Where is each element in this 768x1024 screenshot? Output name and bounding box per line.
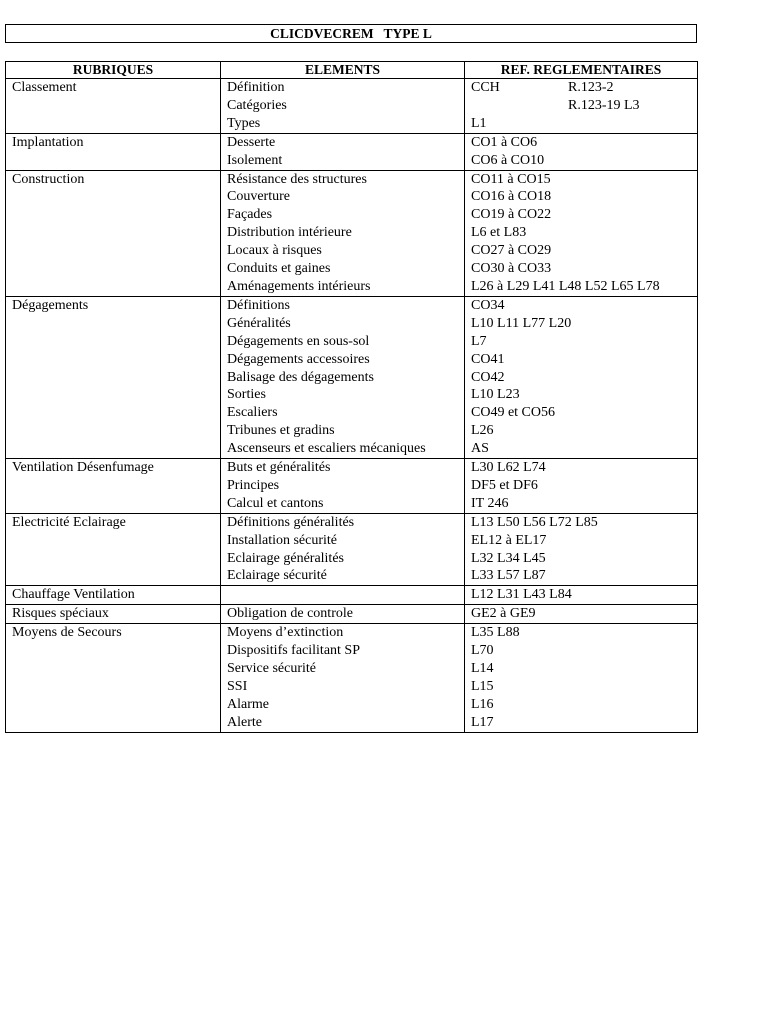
ref-cell (465, 495, 698, 513)
table-row (6, 624, 698, 642)
ref-text: L32 L34 L45 (471, 550, 546, 566)
element-cell: Isolement (221, 152, 465, 170)
rubrique-cell (6, 351, 221, 369)
ref-cell (465, 532, 698, 550)
table-row (6, 152, 698, 170)
rubrique-cell (6, 224, 221, 242)
ref-text: L12 L31 L43 L84 (471, 587, 572, 603)
ref-cell (465, 459, 698, 477)
document-title: CLICDVECREM TYPE L (5, 24, 697, 43)
element-cell: Tribunes et gradins (221, 422, 465, 440)
ref-cell (465, 678, 698, 696)
element-cell: Principes (221, 477, 465, 495)
element-cell: Sorties (221, 386, 465, 404)
ref-cell (465, 97, 698, 115)
rubrique-cell (6, 422, 221, 440)
ref-text: L10 L11 L77 L20 (471, 315, 572, 331)
table-row (6, 206, 698, 224)
ref-text: CO30 à CO33 (471, 261, 552, 277)
ref-cell (465, 422, 698, 440)
ref-text: IT 246 (471, 495, 509, 511)
element-cell: Balisage des dégagements (221, 369, 465, 387)
ref-cell (465, 133, 698, 151)
rubrique-cell: Construction (6, 170, 221, 188)
ref-cell (465, 440, 698, 458)
rubrique-cell (6, 115, 221, 133)
element-cell: Dégagements en sous-sol (221, 333, 465, 351)
ref-text: L7 (471, 333, 487, 349)
table-row (6, 532, 698, 550)
ref-cell (465, 260, 698, 278)
rubrique-cell: Chauffage Ventilation (6, 586, 221, 605)
ref-text: GE2 à GE9 (471, 606, 536, 622)
element-cell: Types (221, 115, 465, 133)
element-cell: Définitions (221, 296, 465, 314)
ref-text: CO34 (471, 297, 505, 313)
element-cell: Moyens d’extinction (221, 624, 465, 642)
table-row (6, 495, 698, 513)
element-cell: Eclairage généralités (221, 550, 465, 568)
element-cell: Service sécurité (221, 660, 465, 678)
ref-text: L16 (471, 696, 494, 712)
ref-text: L1 (471, 115, 487, 131)
rubrique-cell (6, 696, 221, 714)
header-rubriques: RUBRIQUES (6, 62, 221, 79)
ref-cell (465, 351, 698, 369)
ref-cell (465, 513, 698, 531)
rubrique-cell (6, 97, 221, 115)
ref-text: L15 (471, 678, 494, 694)
rubrique-cell (6, 440, 221, 458)
table-row (6, 242, 698, 260)
ref-text: CO27 à CO29 (471, 243, 552, 259)
ref-cell (465, 206, 698, 224)
ref-cell (465, 224, 698, 242)
rubrique-cell: Dégagements (6, 296, 221, 314)
rubrique-cell: Moyens de Secours (6, 624, 221, 642)
rubrique-cell (6, 567, 221, 585)
element-cell: Aménagements intérieurs (221, 278, 465, 296)
table-row (6, 315, 698, 333)
element-cell: Escaliers (221, 404, 465, 422)
element-cell: Conduits et gaines (221, 260, 465, 278)
element-cell: Catégories (221, 97, 465, 115)
ref-text: L10 L23 (471, 387, 520, 403)
rubrique-cell (6, 315, 221, 333)
ref-cell (465, 605, 698, 624)
table-row (6, 278, 698, 296)
rubrique-cell (6, 206, 221, 224)
ref-text-secondary: R.123-19 L3 (568, 97, 640, 113)
header-refs: REF. REGLEMENTAIRES (465, 62, 698, 79)
table-row (6, 188, 698, 206)
ref-text: CO16 à CO18 (471, 189, 552, 205)
element-cell: Obligation de controle (221, 605, 465, 624)
table-row (6, 404, 698, 422)
table-row (6, 170, 698, 188)
ref-text: L26 (471, 423, 494, 439)
table-row (6, 660, 698, 678)
table-row (6, 513, 698, 531)
ref-cell (465, 333, 698, 351)
table-row (6, 678, 698, 696)
table-row (6, 333, 698, 351)
table-row (6, 422, 698, 440)
element-cell: Buts et généralités (221, 459, 465, 477)
element-cell: Définition (221, 79, 465, 97)
ref-cell (465, 79, 698, 97)
rubrique-cell (6, 333, 221, 351)
ref-cell (465, 115, 698, 133)
ref-text: CO11 à CO15 (471, 171, 551, 187)
table-row (6, 296, 698, 314)
ref-text: EL12 à EL17 (471, 532, 547, 548)
ref-text: L14 (471, 661, 494, 676)
ref-text-secondary: R.123-2 (568, 80, 614, 95)
element-cell: Eclairage sécurité (221, 567, 465, 585)
rubrique-cell (6, 477, 221, 495)
regulation-table (5, 61, 698, 733)
ref-cell (465, 696, 698, 714)
rubrique-cell (6, 532, 221, 550)
table-row (6, 586, 698, 605)
ref-cell (465, 477, 698, 495)
table-row (6, 351, 698, 369)
table-row (6, 550, 698, 568)
element-cell (221, 586, 465, 605)
ref-cell (465, 404, 698, 422)
element-cell: Couverture (221, 188, 465, 206)
element-cell: Calcul et cantons (221, 495, 465, 513)
ref-cell (465, 296, 698, 314)
ref-text: CO6 à CO10 (471, 152, 545, 168)
ref-text: L26 à L29 L41 L48 L52 L65 L78 (471, 278, 660, 294)
element-cell: Locaux à risques (221, 242, 465, 260)
rubrique-cell: Ventilation Désenfumage (6, 459, 221, 477)
table-row (6, 386, 698, 404)
rubrique-cell: Electricité Eclairage (6, 513, 221, 531)
ref-cell (465, 188, 698, 206)
rubrique-cell (6, 386, 221, 404)
ref-text: DF5 et DF6 (471, 477, 538, 493)
rubrique-cell (6, 404, 221, 422)
ref-text: CCH (471, 80, 500, 95)
ref-cell (465, 242, 698, 260)
rubrique-cell: Risques spéciaux (6, 605, 221, 624)
table-row (6, 97, 698, 115)
ref-text: L17 (471, 714, 494, 730)
rubrique-cell: Implantation (6, 133, 221, 151)
rubrique-cell (6, 260, 221, 278)
element-cell: Dégagements accessoires (221, 351, 465, 369)
ref-text: L33 L57 L87 (471, 568, 546, 584)
ref-text: L35 L88 (471, 625, 520, 641)
header-row (6, 62, 698, 79)
rubrique-cell (6, 550, 221, 568)
rubrique-cell (6, 660, 221, 678)
rubrique-cell: Classement (6, 79, 221, 97)
ref-text: L30 L62 L74 (471, 460, 546, 476)
element-cell: Installation sécurité (221, 532, 465, 550)
ref-cell (465, 170, 698, 188)
table-row (6, 459, 698, 477)
table-row (6, 477, 698, 495)
ref-cell (465, 642, 698, 660)
rubrique-cell (6, 642, 221, 660)
table-row (6, 369, 698, 387)
ref-text: L13 L50 L56 L72 L85 (471, 514, 598, 530)
table-row (6, 567, 698, 585)
ref-text: CO19 à CO22 (471, 207, 552, 223)
ref-cell (465, 586, 698, 605)
table-row (6, 714, 698, 732)
ref-cell (465, 386, 698, 404)
element-cell: Façades (221, 206, 465, 224)
ref-cell (465, 550, 698, 568)
ref-text: AS (471, 441, 489, 457)
ref-cell (465, 278, 698, 296)
ref-text: CO49 et CO56 (471, 405, 555, 421)
element-cell: Définitions généralités (221, 513, 465, 531)
rubrique-cell (6, 152, 221, 170)
element-cell: Dispositifs facilitant SP (221, 642, 465, 660)
element-cell: Résistance des structures (221, 170, 465, 188)
element-cell: Alarme (221, 696, 465, 714)
table-row (6, 79, 698, 97)
element-cell: Alerte (221, 714, 465, 732)
table-row (6, 115, 698, 133)
ref-text: L6 et L83 (471, 225, 527, 241)
table-row (6, 133, 698, 151)
ref-cell (465, 152, 698, 170)
table-row (6, 696, 698, 714)
rubrique-cell (6, 714, 221, 732)
element-cell: Ascenseurs et escaliers mécaniques (221, 440, 465, 458)
element-cell: SSI (221, 678, 465, 696)
rubrique-cell (6, 242, 221, 260)
element-cell: Distribution intérieure (221, 224, 465, 242)
rubrique-cell (6, 369, 221, 387)
ref-cell (465, 567, 698, 585)
table-row (6, 440, 698, 458)
ref-cell (465, 369, 698, 387)
element-cell: Généralités (221, 315, 465, 333)
ref-cell (465, 660, 698, 678)
table-row (6, 605, 698, 624)
ref-text: CO41 (471, 351, 505, 367)
rubrique-cell (6, 495, 221, 513)
ref-cell (465, 714, 698, 732)
ref-cell (465, 624, 698, 642)
table-row (6, 224, 698, 242)
table-body (6, 79, 698, 733)
header-elements: ELEMENTS (221, 62, 465, 79)
rubrique-cell (6, 278, 221, 296)
element-cell: Desserte (221, 133, 465, 151)
ref-cell (465, 315, 698, 333)
rubrique-cell (6, 188, 221, 206)
table-row (6, 642, 698, 660)
ref-text: L70 (471, 643, 494, 659)
table-row (6, 260, 698, 278)
rubrique-cell (6, 678, 221, 696)
ref-text: CO42 (471, 369, 505, 385)
ref-text: CO1 à CO6 (471, 134, 538, 150)
